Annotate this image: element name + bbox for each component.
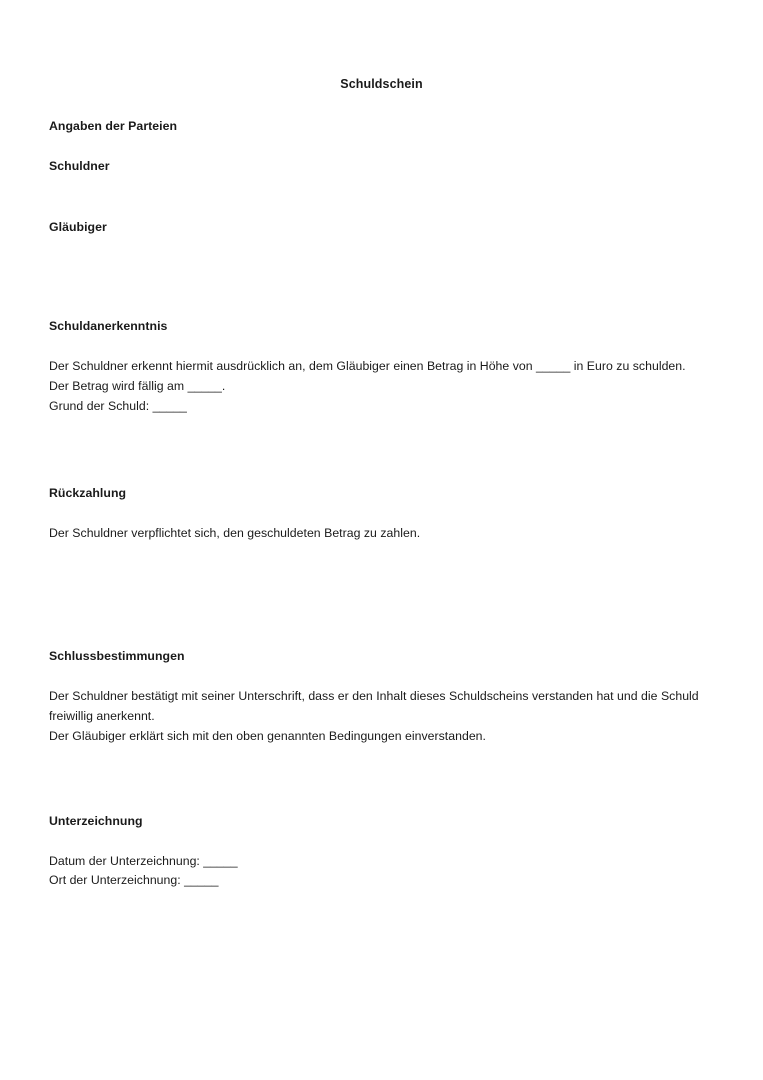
paragraph-debtor-confirmation: Der Schuldner bestätigt mit seiner Unterschrift, dass er den Inhalt dieses Schuldscheins verstanden hat und die Schuld freiwillig anerkennt.: [49, 689, 699, 723]
spacer: [49, 134, 714, 158]
section-heading-unterzeichnung: Unterzeichnung: [49, 813, 143, 828]
spacer: [49, 92, 714, 118]
spacer: [49, 829, 714, 852]
section-heading-parteien: Angaben der Parteien: [49, 119, 178, 133]
paragraph-acknowledgement: Der Schuldner erkennt hiermit ausdrücklich an, dem Gläubiger einen Betrag in Höhe von _____ in Euro zu schulden.: [49, 359, 686, 373]
paragraph-due-date: Der Betrag wird fällig am _____.: [49, 378, 226, 393]
subheading-schuldner: Schuldner: [49, 159, 110, 173]
paragraph-signing-place: Ort der Unterzeichnung: _____: [49, 873, 219, 888]
page-title: Schuldschein: [340, 77, 423, 91]
subheading-glaeubiger: Gläubiger: [49, 220, 107, 234]
spacer: [49, 416, 714, 485]
section-unterzeichnung: [49, 813, 714, 892]
paragraph-repayment: Der Schuldner verpflichtet sich, den geschuldeten Betrag zu zahlen.: [49, 526, 421, 541]
section-parteien: [49, 118, 714, 235]
section-heading-schuldanerkenntnis: Schuldanerkenntnis: [49, 319, 168, 333]
section-heading-rueckzahlung: Rückzahlung: [49, 486, 127, 501]
spacer: [49, 334, 714, 357]
spacer: [49, 501, 714, 524]
paragraph-signing-date: Datum der Unterzeichnung: _____: [49, 853, 238, 868]
spacer-repayment-fill-area: [49, 544, 714, 648]
paragraph-creditor-agreement: Der Gläubiger erklärt sich mit den oben genannten Bedingungen einverstanden.: [49, 728, 486, 743]
section-schlussbestimmungen: [49, 648, 714, 746]
section-rueckzahlung: [49, 485, 714, 544]
spacer-debtor-fill-area: [49, 174, 714, 219]
paragraph-debt-reason: Grund der Schuld: _____: [49, 398, 187, 413]
spacer: [49, 747, 714, 813]
section-schuldanerkenntnis: [49, 318, 714, 416]
spacer: [49, 664, 714, 687]
section-heading-schlussbestimmungen: Schlussbestimmungen: [49, 649, 185, 664]
spacer-creditor-fill-area: [49, 235, 714, 318]
